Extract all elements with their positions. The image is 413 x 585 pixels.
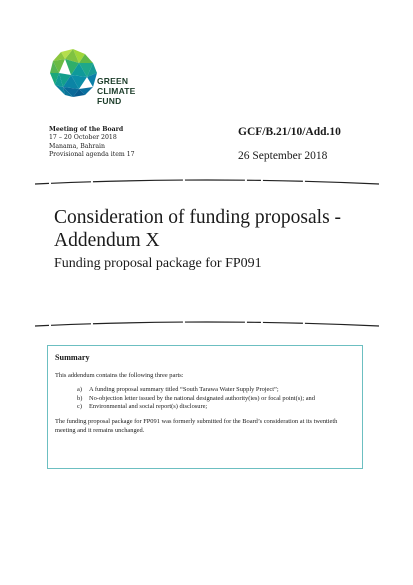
page-title: Consideration of funding proposals - Addendum X xyxy=(54,207,342,251)
summary-closing: The funding proposal package for FP091 was formerly submitted for the Board’s consideration at its twentieth meeting and it remains unchanged. xyxy=(55,417,338,434)
list-item-label: c) xyxy=(77,403,82,411)
logo-line-3: FUND xyxy=(97,96,122,106)
list-item-text: A funding proposal summary titled “South Tarawa Water Supply Project”; xyxy=(89,386,279,394)
page-subtitle: Funding proposal package for FP091 xyxy=(54,256,262,271)
list-item-label: b) xyxy=(77,394,83,402)
title-divider xyxy=(35,320,379,328)
summary-heading: Summary xyxy=(55,353,90,362)
summary-intro: This addendum contains the following three parts: xyxy=(55,371,184,379)
meeting-heading: Meeting of the Board xyxy=(49,126,124,133)
document-id: GCF/B.21/10/Add.10 xyxy=(238,126,341,138)
meeting-location: Manama, Bahrain xyxy=(49,142,106,150)
list-item-label: a) xyxy=(77,386,82,394)
document-date: 26 September 2018 xyxy=(238,150,328,162)
summary-box xyxy=(47,345,363,469)
logo-line-1: GREEN xyxy=(97,76,129,86)
meeting-info xyxy=(49,126,135,160)
header-divider xyxy=(35,178,379,186)
list-item-text: No-objection letter issued by the national designated authority(ies) or focal point(s); and xyxy=(89,394,315,402)
list-item xyxy=(77,395,356,404)
summary-list xyxy=(77,386,356,412)
logo-wordmark xyxy=(97,76,136,106)
meeting-dates: 17 – 20 October 2018 xyxy=(49,134,117,142)
list-item-text: Environmental and social report(s) disclosure; xyxy=(89,403,208,411)
logo-line-2: CLIMATE xyxy=(97,86,136,96)
list-item xyxy=(77,386,356,395)
meeting-agenda-item: Provisional agenda item 17 xyxy=(49,151,135,159)
list-item xyxy=(77,403,356,412)
